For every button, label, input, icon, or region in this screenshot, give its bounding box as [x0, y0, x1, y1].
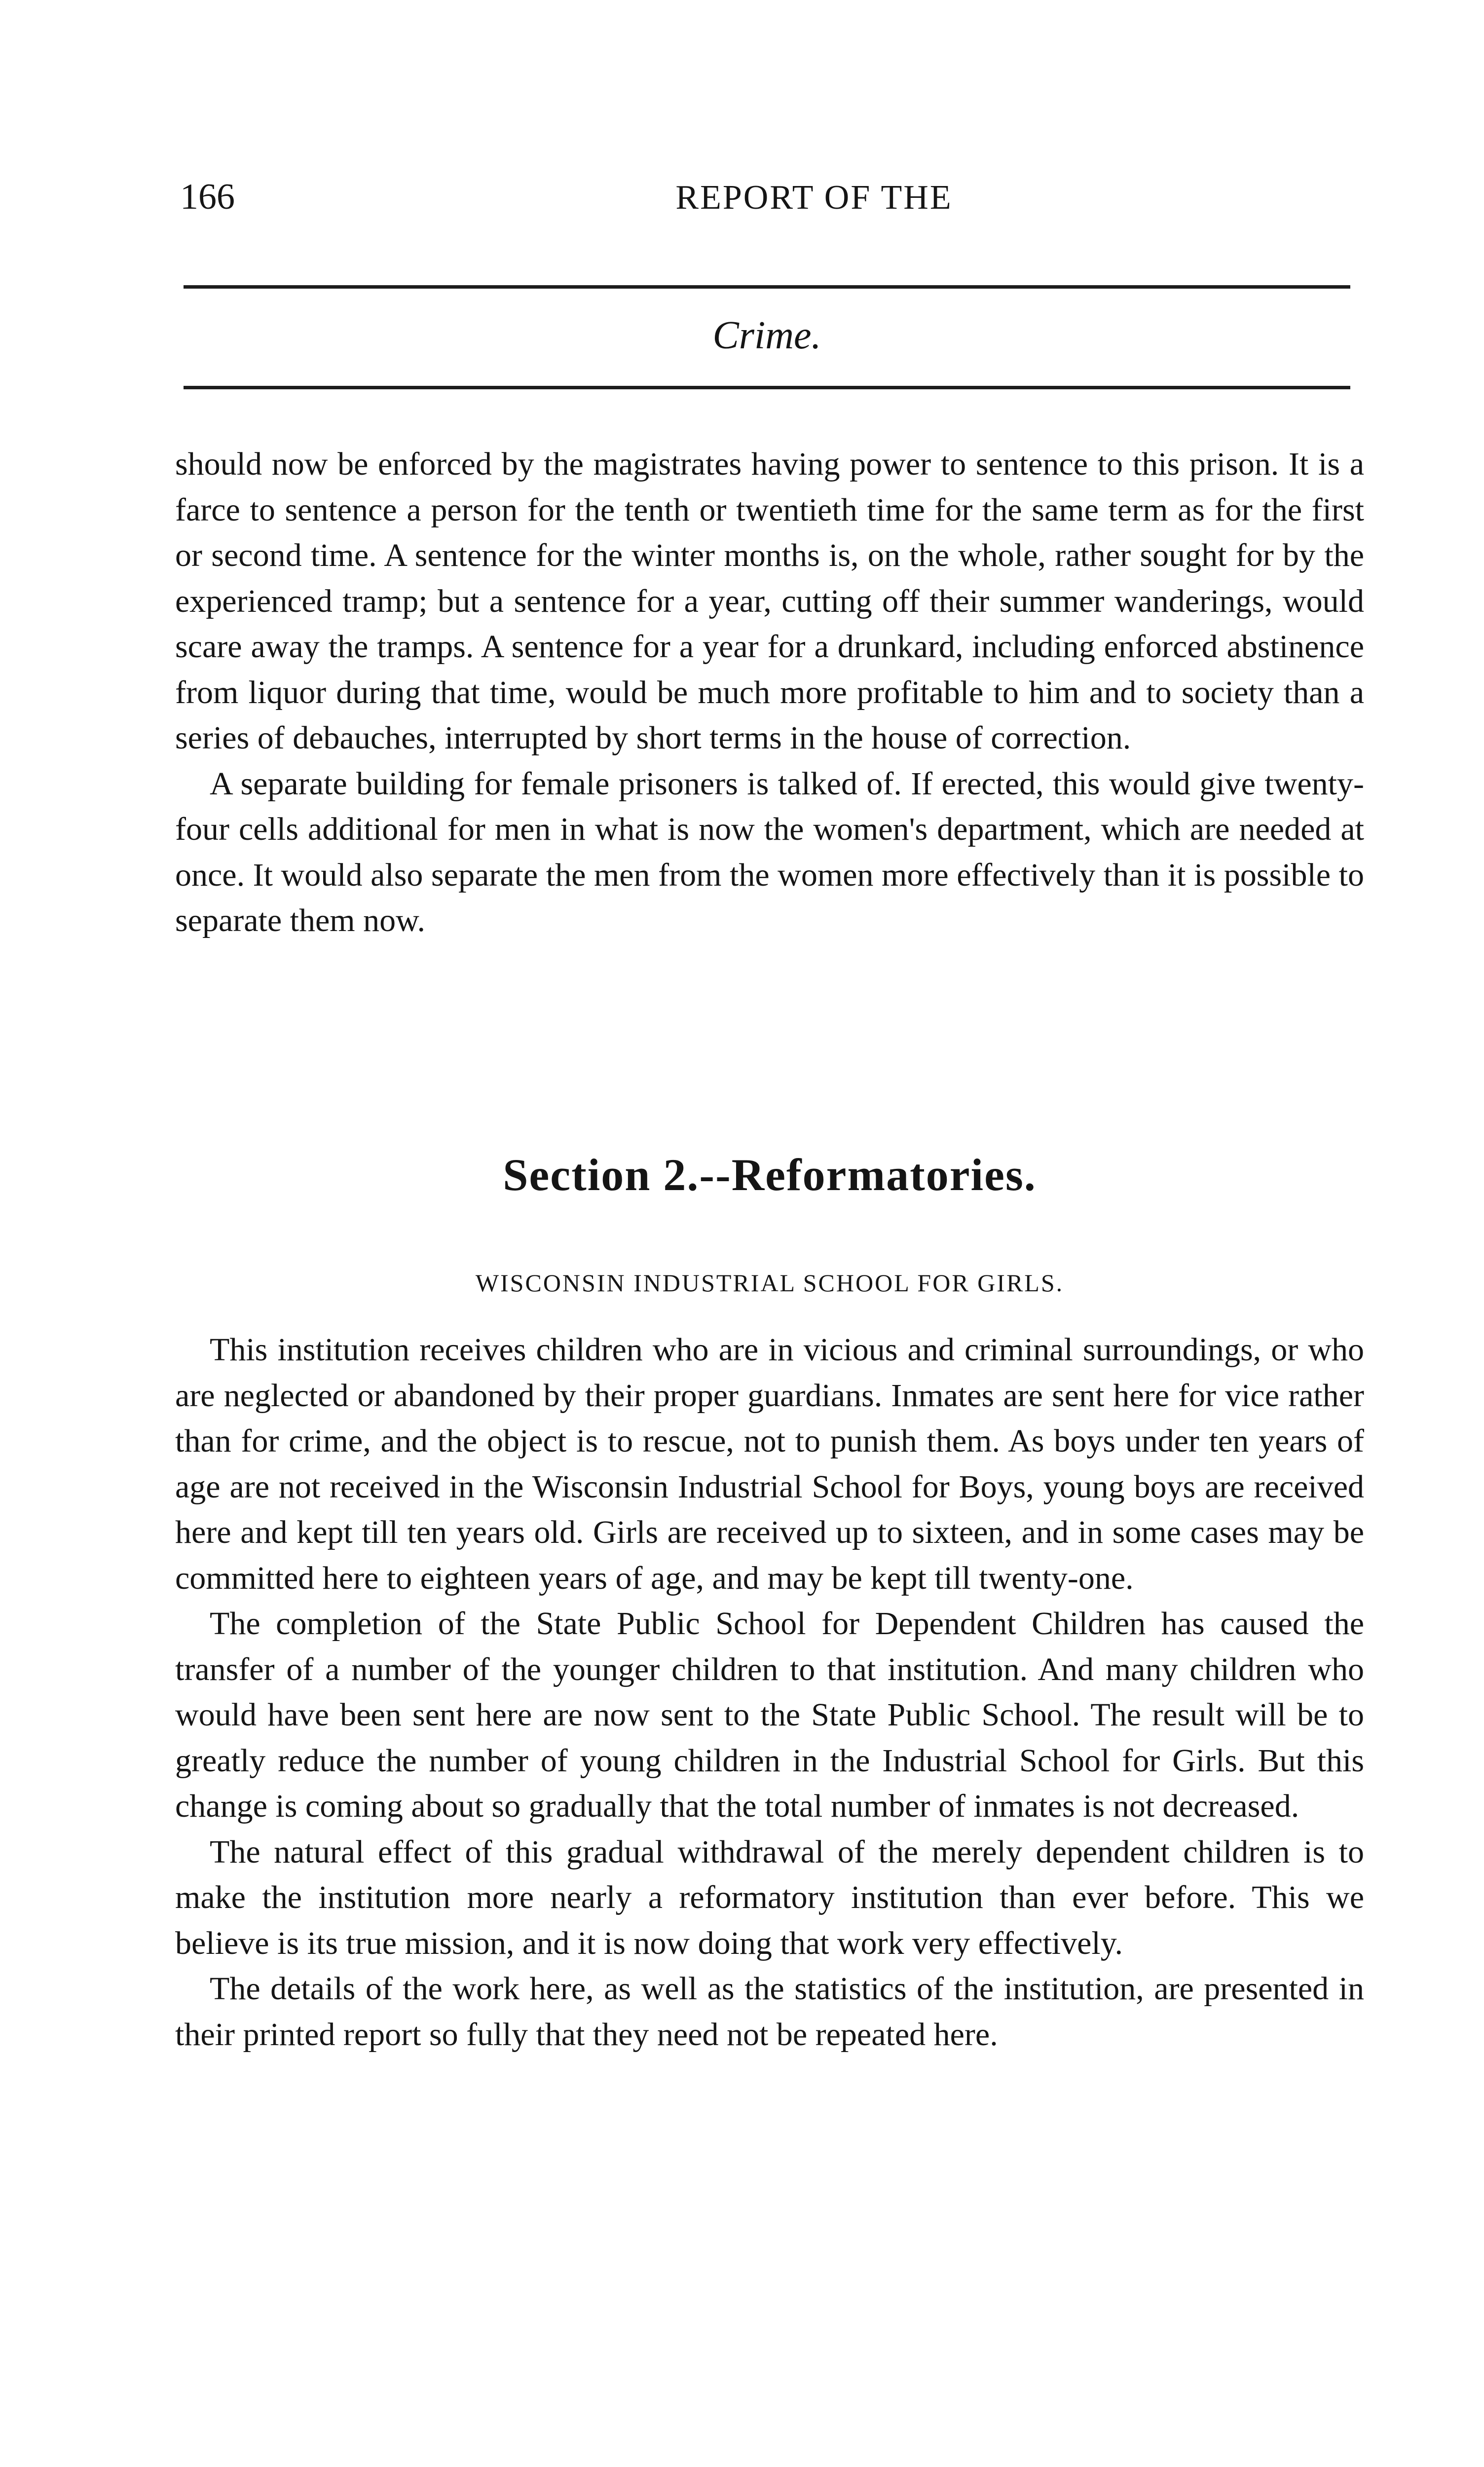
- running-title: REPORT OF THE: [675, 179, 953, 217]
- top-rule: [184, 285, 1350, 289]
- crime-text-block: [175, 442, 1364, 944]
- reformatories-text-block: [175, 1327, 1364, 2057]
- paragraph: A separate building for female prisoners is talked of. If erected, this would give twenty-four cells additional for men in what is now the women's department, which are needed at once. It would also separate the men from the women more effectively than it is possible to separate them now.: [175, 765, 1364, 938]
- section-title: Section 2.--Reformatories.: [503, 1150, 1037, 1200]
- institution-title: WISCONSIN INDUSTRIAL SCHOOL FOR GIRLS.: [475, 1269, 1064, 1297]
- paragraph: This institution receives children who are in vicious and criminal surroundings, or who are neglected or abandoned by their proper guardians. Inmates are sent here for vice rather than for crime, and the object is to rescue, not to punish them. As boys under ten years of age are not received in the Wisconsin Industrial School for Boys, young boys are received here and kept till ten years old. Girls are received up to sixteen, and in some cases may be committed here to eighteen years of age, and may be kept till twenty-one.: [175, 1332, 1364, 1596]
- paragraph: The completion of the State Public School for Dependent Children has caused the transfer of a number of the younger children to that institution. And many children who would have been sent here are now sent to the State Public School. The result will be to greatly reduce the number of young children in the Industrial School for Girls. But this change is coming about so gradually that the total number of inmates is not decreased.: [175, 1606, 1364, 1824]
- paragraph: should now be enforced by the magistrates having power to sentence to this prison. It is a farce to sentence a person for the tenth or twentieth time for the same term as for the first or second time. A sentence for the winter months is, on the whole, rather sought for by the experienced tramp; but a sentence for a year, cutting off their summer wanderings, would scare away the tramps. A sentence for a year for a drunkard, including enforced abstinence from liquor during that time, would be much more profitable to him and to society than a series of debauches, interrupted by short terms in the house of correction.: [175, 446, 1364, 756]
- section-heading: Crime.: [712, 314, 821, 357]
- page-number: 166: [180, 177, 235, 217]
- paragraph: The details of the work here, as well as the statistics of the institution, are presented in their printed report so fully that they need not be repeated here.: [175, 1971, 1364, 2053]
- bottom-rule: [184, 386, 1350, 389]
- paragraph: The natural effect of this gradual withdrawal of the merely dependent children is to make the institution more nearly a reformatory institution than ever before. This we believe is its true mission, and it is now doing that work very effectively.: [175, 1833, 1364, 1961]
